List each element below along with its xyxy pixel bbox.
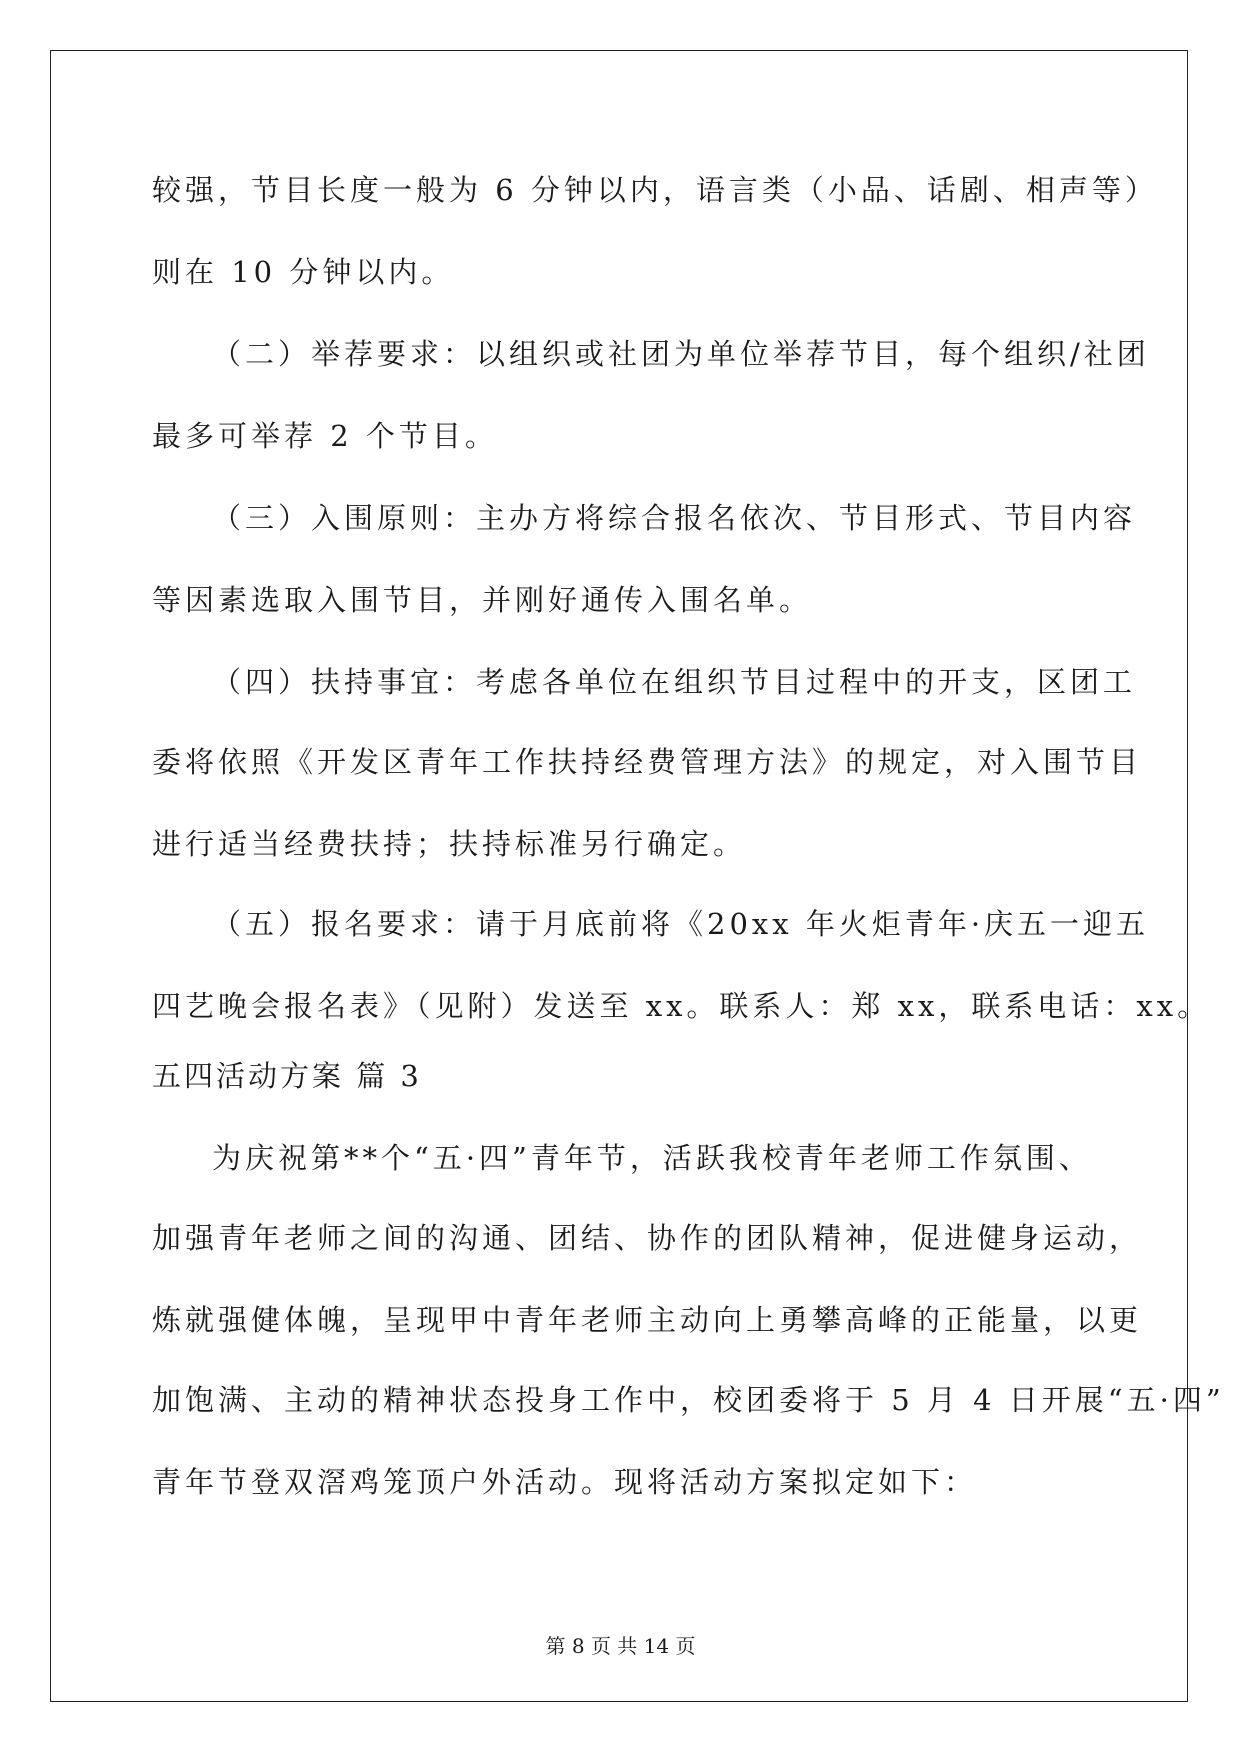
text-line: 加饱满、主动的精神状态投身工作中，校团委将于 5 月 4 日开展“五·四”	[152, 1383, 1225, 1417]
text-line: 四艺晚会报名表》（见附）发送至 xx。联系人：郑 xx，联系电话：xx。	[152, 989, 1211, 1023]
text-line: 为庆祝第**个“五·四”青年节，活跃我校青年老师工作氛围、	[212, 1141, 1092, 1175]
text-line: 进行适当经费扶持；扶持标准另行确定。	[152, 827, 747, 861]
text-line: 委将依照《开发区青年工作扶持经费管理方法》的规定，对入围节目	[152, 745, 1143, 779]
section-heading: 五四活动方案 篇 3	[152, 1059, 422, 1093]
text-line: 青年节登双滘鸡笼顶户外活动。现将活动方案拟定如下：	[152, 1465, 978, 1499]
text-line: （二）举荐要求：以组织或社团为单位举荐节目，每个组织/社团	[212, 337, 1150, 371]
text-line: 最多可举荐 2 个节目。	[152, 419, 498, 453]
page-border	[50, 50, 1188, 1702]
text-line: 则在 10 分钟以内。	[152, 255, 455, 289]
text-line: （五）报名要求：请于月底前将《20xx 年火炬青年·庆五一迎五	[212, 907, 1150, 941]
text-line: 炼就强健体魄，呈现甲中青年老师主动向上勇攀高峰的正能量，以更	[152, 1303, 1143, 1337]
text-line: 加强青年老师之间的沟通、团结、协作的团队精神，促进健身运动，	[152, 1221, 1143, 1255]
text-line: （四）扶持事宜：考虑各单位在组织节目过程中的开支，区团工	[212, 665, 1137, 699]
text-line: （三）入围原则：主办方将综合报名依次、节目形式、节目内容	[212, 501, 1137, 535]
page-number: 第 8 页 共 14 页	[545, 1634, 696, 1658]
text-line: 较强，节目长度一般为 6 分钟以内，语言类（小品、话剧、相声等）	[152, 173, 1158, 207]
text-line: 等因素选取入围节目，并刚好通传入围名单。	[152, 583, 813, 617]
